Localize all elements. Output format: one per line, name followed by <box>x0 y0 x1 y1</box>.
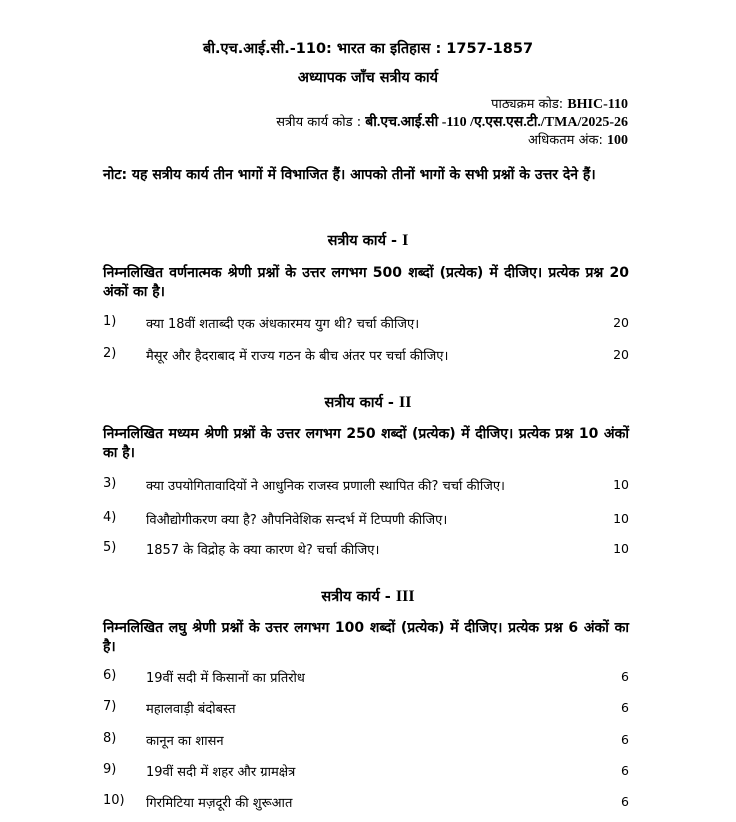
question-row <box>103 346 629 366</box>
section-heading-1 <box>0 230 736 250</box>
question-marks: 6 <box>621 763 629 778</box>
question-number: 1) <box>103 314 117 329</box>
question-text: 19वीं सदी में किसानों का प्रतिरोध <box>146 671 305 686</box>
section-heading-3 <box>0 586 736 606</box>
question-marks: 10 <box>613 511 629 526</box>
question-text: मैसूर और हैदराबाद में राज्य गठन के बीच अंतर पर चर्चा कीजिए। <box>146 349 449 364</box>
question-text: क्या उपयोगितावादियों ने आधुनिक राजस्व प्रणाली स्थापित की? चर्चा कीजिए। <box>146 479 505 494</box>
question-row <box>103 793 629 813</box>
note-paragraph: नोट: यह सत्रीय कार्य तीन भागों में विभाजित हैं। आपको तीनों भागों के सभी प्रश्नों के उत्तर देने हैं। <box>103 167 596 183</box>
question-number: 10) <box>103 793 125 808</box>
question-marks: 10 <box>613 477 629 492</box>
section-heading-label: सत्रीय कार्य - <box>324 395 394 411</box>
question-row <box>103 699 629 719</box>
question-marks: 20 <box>613 347 629 362</box>
question-marks: 6 <box>621 700 629 715</box>
question-row <box>103 762 629 782</box>
question-number: 3) <box>103 476 117 491</box>
document-subtitle: अध्यापक जाँच सत्रीय कार्य <box>297 70 439 86</box>
section-instruction-3: निम्नलिखित लघु श्रेणी प्रश्नों के उत्तर लगभग 100 शब्दों (प्रत्येक) में दीजिए। प्रत्येक प्रश्न 6 अंकों का है। <box>103 620 629 655</box>
question-text: विऔद्योगीकरण क्या है? औपनिवेशिक सन्दर्भ में टिप्पणी कीजिए। <box>146 513 448 528</box>
max-marks-label: अधिकतम अंक: <box>527 133 603 148</box>
question-row <box>103 510 629 530</box>
section-instruction-2: निम्नलिखित मध्यम श्रेणी प्रश्नों के उत्तर लगभग 250 शब्दों (प्रत्येक) में दीजिए। प्रत्येक प्रश्न 10 अंकों का है। <box>103 426 629 461</box>
question-row <box>103 668 629 688</box>
question-number: 2) <box>103 346 117 361</box>
question-number: 6) <box>103 668 117 683</box>
question-number: 5) <box>103 540 117 555</box>
question-text: 19वीं सदी में शहर और ग्रामक्षेत्र <box>146 765 296 780</box>
question-text: 1857 के विद्रोह के क्या कारण थे? चर्चा कीजिए। <box>146 543 380 558</box>
question-number: 8) <box>103 731 117 746</box>
question-row <box>103 476 629 496</box>
question-text: कानून का शासन <box>146 734 224 749</box>
section-instruction-1: निम्नलिखित वर्णनात्मक श्रेणी प्रश्नों के उत्तर लगभग 500 शब्दों (प्रत्येक) में दीजिए। प्रत्येक प्रश्न 20 अंकों का है। <box>103 265 629 300</box>
section-heading-label: सत्रीय कार्य - <box>327 233 398 249</box>
question-text: गिरमिटिया मज़दूरी की शुरूआत <box>146 796 293 811</box>
assignment-code: बी.एच.आई.सी -110 /ए.एस.एस.टी./TMA/2025-26 <box>365 115 628 130</box>
course-code-line <box>491 94 628 113</box>
assignment-code-line <box>276 112 628 131</box>
course-code-label: पाठ्यक्रम कोड: <box>491 97 564 112</box>
question-text: महालवाड़ी बंदोबस्त <box>146 702 236 717</box>
section-heading-label: सत्रीय कार्य - <box>321 589 391 605</box>
question-number: 9) <box>103 762 117 777</box>
question-row <box>103 314 629 334</box>
question-marks: 6 <box>621 732 629 747</box>
section-roman-numeral: III <box>395 588 415 605</box>
course-code: BHIC-110 <box>567 97 628 112</box>
question-number: 7) <box>103 699 117 714</box>
section-roman-numeral: II <box>399 394 412 411</box>
max-marks-line <box>528 130 628 149</box>
question-text: क्या 18वीं शताब्दी एक अंधकारमय युग थी? चर्चा कीजिए। <box>146 317 420 332</box>
section-heading-2 <box>0 392 736 412</box>
assignment-code-label: सत्रीय कार्य कोड : <box>276 115 362 130</box>
section-roman-numeral: I <box>402 232 409 249</box>
question-marks: 20 <box>613 315 629 330</box>
question-marks: 6 <box>621 669 629 684</box>
question-number: 4) <box>103 510 117 525</box>
question-row <box>103 540 629 560</box>
document-title: बी.एच.आई.सी.-110: भारत का इतिहास : 1757-1857 <box>202 41 534 57</box>
question-row <box>103 731 629 751</box>
max-marks: 100 <box>607 133 628 148</box>
question-marks: 10 <box>613 541 629 556</box>
question-marks: 6 <box>621 794 629 809</box>
